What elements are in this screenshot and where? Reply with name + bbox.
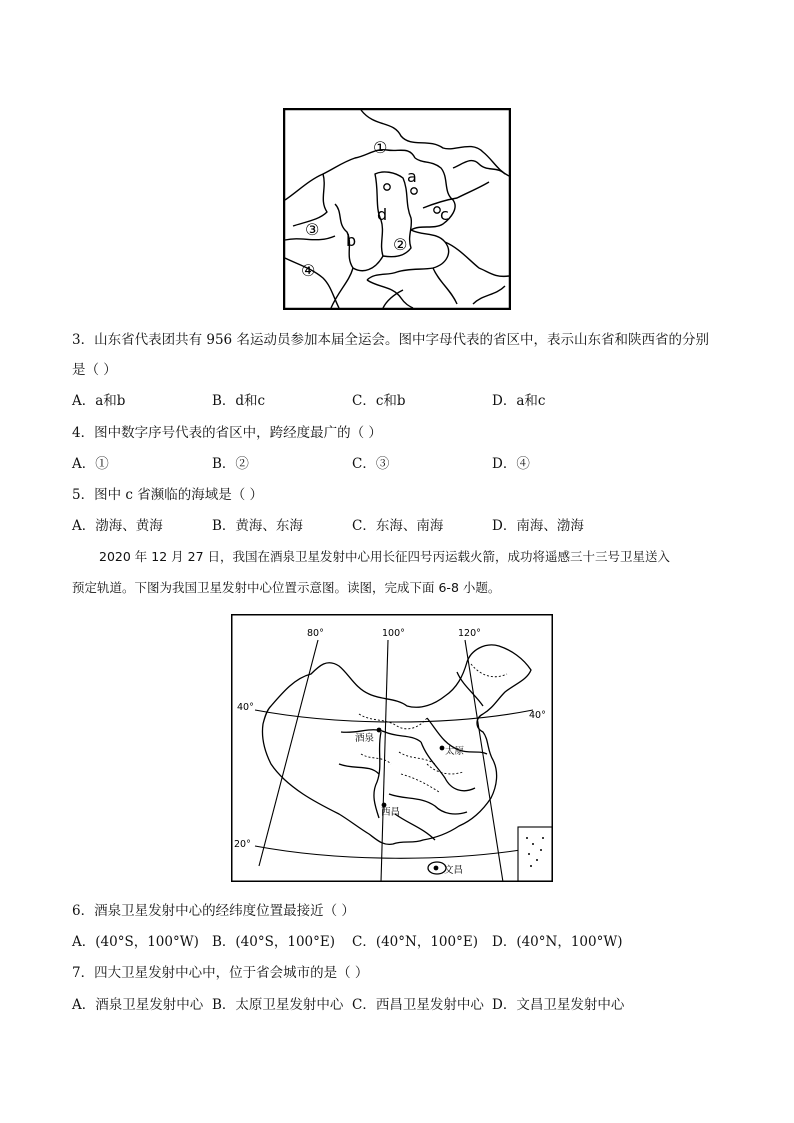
q6-option-b[interactable]: B．(40°S，100°E) [212,934,336,950]
lat-label-20: 20° [234,839,251,850]
label-a: a [407,167,417,186]
q3-stem: 3．山东省代表团共有 956 名运动员参加本届全运会。图中字母代表的省区中，表示山东省和陕西省的分别 [72,332,709,348]
label-1: ① [373,138,388,157]
q5-option-c[interactable]: C．东海、南海 [352,518,444,534]
lon-label-120: 120° [458,628,481,639]
q7-option-a[interactable]: A．酒泉卫星发射中心 [72,997,204,1013]
q3-option-c[interactable]: C．c和b [352,393,406,409]
q4-option-a[interactable]: A．① [72,456,109,472]
q4-stem: 4．图中数字序号代表的省区中，跨经度最广的（ ） [72,425,382,441]
passage-line-1: 2020 年 12 月 27 日，我国在酒泉卫星发射中心用长征四号丙运载火箭，成功将遥感三十三号卫星送入 [99,549,670,564]
q7-option-d[interactable]: D．文昌卫星发射中心 [492,997,625,1013]
q5-stem: 5．图中 c 省濒临的海域是（ ） [72,487,264,503]
city-jiuquan: 酒泉 [355,733,375,744]
label-2: ② [393,235,408,254]
lat-label-40-west: 40° [237,702,254,713]
q6-option-d[interactable]: D．(40°N，100°W) [492,934,623,950]
q6-option-a[interactable]: A．(40°S，100°W) [72,934,199,950]
lon-label-100: 100° [382,628,405,639]
label-4: ④ [301,261,316,280]
city-xichang: 西昌 [381,807,401,818]
q3-option-a[interactable]: A．a和b [72,393,126,409]
lon-label-80: 80° [307,628,324,639]
city-taiyuan: 太原 [445,746,465,757]
q3-stem-cont: 是（ ） [72,362,117,378]
q5-option-b[interactable]: B．黄海、东海 [212,518,303,534]
city-wenchang: 文昌 [444,865,464,876]
label-b: b [346,231,357,250]
passage-line-2: 预定轨道。下图为我国卫星发射中心位置示意图。读图，完成下面 6-8 小题。 [72,580,501,595]
q4-option-b[interactable]: B．② [212,456,249,472]
province-map [283,108,511,310]
q7-stem: 7．四大卫星发射中心中，位于省会城市的是（ ） [72,965,369,981]
q5-option-d[interactable]: D．南海、渤海 [492,518,584,534]
q7-option-c[interactable]: C．西昌卫星发射中心 [352,997,484,1013]
q4-option-d[interactable]: D．④ [492,456,530,472]
q4-option-c[interactable]: C．③ [352,456,390,472]
lat-label-40-east: 40° [529,710,546,721]
q5-option-a[interactable]: A．渤海、黄海 [72,518,163,534]
q7-option-b[interactable]: B．太原卫星发射中心 [212,997,344,1013]
q6-stem: 6．酒泉卫星发射中心的经纬度位置最接近（ ） [72,903,355,919]
q6-option-c[interactable]: C．(40°N，100°E) [352,934,478,950]
launch-center-map [231,614,553,882]
label-c: c [440,205,449,224]
label-d: d [377,205,388,224]
q3-option-d[interactable]: D．a和c [492,393,546,409]
q3-option-b[interactable]: B．d和c [212,393,266,409]
label-3: ③ [305,220,320,239]
